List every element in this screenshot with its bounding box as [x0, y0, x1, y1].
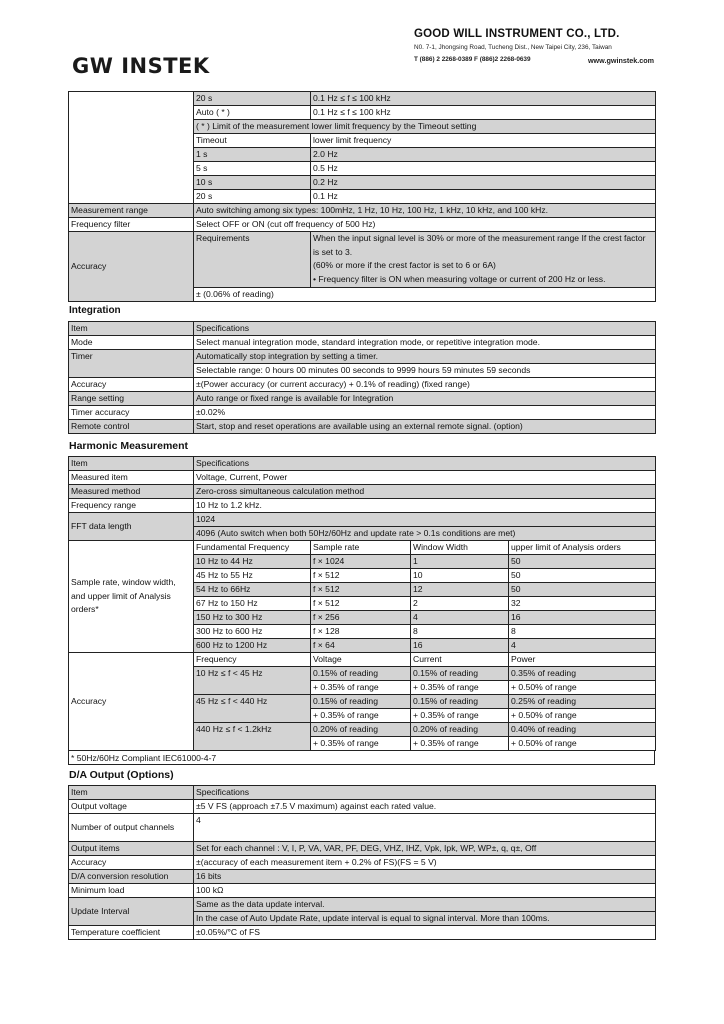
footnote: * 50Hz/60Hz Compliant IEC61000-4-7 [68, 751, 655, 765]
table-row [69, 378, 656, 392]
table-row [69, 541, 656, 555]
data-cell: f × 512 [311, 597, 411, 611]
table-row [69, 392, 656, 406]
table-row [69, 856, 656, 870]
spec-cell: Select manual integration mode, standard integration mode, or repetitive integration mode. [194, 336, 656, 350]
spec-cell: ±0.02% [194, 406, 656, 420]
spec-cell: ±(accuracy of each measurement item + 0.2% of FS)(FS = 5 V) [194, 856, 656, 870]
item-cell: Timer accuracy [69, 406, 194, 420]
company-website: www.gwinstek.com [587, 56, 654, 65]
requirements-text: When the input signal level is 30% or more of the measurement range If the crest factor is set to 3. (60% or more if the crest factor is set to 6 or 6A) • Frequency filter is ON when measuring voltage or current of 200 Hz or less. [311, 232, 656, 288]
spec-cell: Set for each channel : V, I, P, VA, VAR, PF, DEG, VHZ, IHZ, Vpk, Ipk, WP, WP±, q, q±, Off [194, 842, 656, 856]
item-cell: Output items [69, 842, 194, 856]
table-row [69, 420, 656, 434]
timeout-cell: 1 s [194, 148, 311, 162]
data-cell: 0.40% of reading [509, 723, 656, 737]
table-row [69, 800, 656, 814]
data-cell: 12 [411, 583, 509, 597]
column-header: Item [69, 322, 194, 336]
item-cell: Accuracy [69, 232, 194, 302]
lower-limit-cell: 0.1 Hz [311, 190, 656, 204]
requirements-label: Requirements [194, 232, 311, 288]
item-cell: Accuracy [69, 378, 194, 392]
timeout-cell: 20 s [194, 190, 311, 204]
sub-header: Fundamental Frequency [194, 541, 311, 555]
data-cell: 150 Hz to 300 Hz [194, 611, 311, 625]
data-cell: 10 Hz to 44 Hz [194, 555, 311, 569]
data-cell: f × 512 [311, 569, 411, 583]
column-header: Specifications [194, 457, 656, 471]
table-row [69, 232, 656, 288]
data-cell: 0.35% of reading [509, 667, 656, 681]
item-cell: Update Interval [69, 898, 194, 926]
spec-cell: 4 [194, 814, 656, 842]
lower-limit-cell: 0.2 Hz [311, 176, 656, 190]
freq-range-cell: 0.1 Hz ≤ f ≤ 100 kHz [311, 92, 656, 106]
table-row [69, 870, 656, 884]
item-cell: Sample rate, window width, and upper limit of Analysis orders* [69, 541, 194, 653]
table-header-row [69, 786, 656, 800]
data-cell: + 0.35% of range [411, 681, 509, 695]
table-row [69, 499, 656, 513]
column-header: Item [69, 786, 194, 800]
section-title: Harmonic Measurement [69, 440, 189, 452]
item-cell: Measurement range [69, 204, 194, 218]
item-cell: Measured method [69, 485, 194, 499]
company-address: N0. 7-1, Jhongsing Road, Tucheng Dist., New Taipei City, 236, Taiwan [414, 44, 612, 51]
data-cell: 50 [509, 569, 656, 583]
data-cell: + 0.35% of range [311, 737, 411, 751]
data-cell: 0.20% of reading [311, 723, 411, 737]
freq-band-cell: 10 Hz ≤ f < 45 Hz [194, 667, 311, 695]
table-row [69, 406, 656, 420]
data-cell: + 0.35% of range [311, 709, 411, 723]
spec-cell: ±0.05%/°C of FS [194, 926, 656, 940]
data-cell: 4 [411, 611, 509, 625]
data-cell: 8 [411, 625, 509, 639]
item-cell: Measured item [69, 471, 194, 485]
frequency-spec-table [68, 91, 656, 302]
company-contact [414, 56, 654, 65]
lower-limit-cell: 0.5 Hz [311, 162, 656, 176]
data-cell: 54 Hz to 66Hz [194, 583, 311, 597]
sub-header: Sample rate [311, 541, 411, 555]
data-cell: + 0.35% of range [411, 737, 509, 751]
lower-limit-cell: 2.0 Hz [311, 148, 656, 162]
gwinstek-logo: GW INSTEK [72, 54, 210, 78]
data-cell: 0.25% of reading [509, 695, 656, 709]
table-row [69, 653, 656, 667]
sub-header: Voltage [311, 653, 411, 667]
item-cell: Accuracy [69, 856, 194, 870]
data-cell: 4 [509, 639, 656, 653]
timeout-cell: 10 s [194, 176, 311, 190]
spec-cell: 4096 (Auto switch when both 50Hz/60Hz and update rate > 0.1s conditions are met) [194, 527, 656, 541]
sub-header: Power [509, 653, 656, 667]
data-cell: 50 [509, 583, 656, 597]
data-cell: f × 64 [311, 639, 411, 653]
data-cell: f × 128 [311, 625, 411, 639]
item-cell: Timer [69, 350, 194, 378]
item-cell: Accuracy [69, 653, 194, 751]
table-row [69, 842, 656, 856]
spec-cell: Same as the data update interval. [194, 898, 656, 912]
table-row [69, 485, 656, 499]
spec-cell: Automatically stop integration by setting a timer. [194, 350, 656, 364]
table-row [69, 884, 656, 898]
spec-cell: 100 kΩ [194, 884, 656, 898]
table-row [69, 513, 656, 527]
data-cell: f × 256 [311, 611, 411, 625]
spec-cell: In the case of Auto Update Rate, update interval is equal to signal interval. More than 100ms. [194, 912, 656, 926]
data-cell: 0.15% of reading [411, 667, 509, 681]
data-cell: 0.20% of reading [411, 723, 509, 737]
data-cell: 1 [411, 555, 509, 569]
sub-header: Window Width [411, 541, 509, 555]
table-row [69, 926, 656, 940]
sub-header: Frequency [194, 653, 311, 667]
frequency-spec-continued [68, 91, 655, 302]
data-cell: 8 [509, 625, 656, 639]
item-cell: FFT data length [69, 513, 194, 541]
data-cell: 10 [411, 569, 509, 583]
timeout-cell: 20 s [194, 92, 311, 106]
timeout-note: ( * ) Limit of the measurement lower limit frequency by the Timeout setting [194, 120, 656, 134]
spec-cell: ± (0.06% of reading) [194, 287, 656, 301]
spec-cell: Zero-cross simultaneous calculation method [194, 485, 656, 499]
sub-header-timeout: Timeout [194, 134, 311, 148]
da-output-table [68, 785, 656, 940]
sub-header: Current [411, 653, 509, 667]
data-cell: 600 Hz to 1200 Hz [194, 639, 311, 653]
item-cell: Range setting [69, 392, 194, 406]
data-cell: + 0.50% of range [509, 709, 656, 723]
item-cell: Temperature coefficient [69, 926, 194, 940]
data-cell: + 0.50% of range [509, 681, 656, 695]
sub-header-lower-limit: lower limit frequency [311, 134, 656, 148]
spec-cell: Auto range or fixed range is available for Integration [194, 392, 656, 406]
table-row [69, 336, 656, 350]
sub-header: upper limit of Analysis orders [509, 541, 656, 555]
data-cell: 45 Hz to 55 Hz [194, 569, 311, 583]
column-header: Item [69, 457, 194, 471]
item-cell: Frequency range [69, 499, 194, 513]
data-cell: f × 1024 [311, 555, 411, 569]
table-row [69, 350, 656, 364]
harmonic-section [68, 436, 655, 765]
data-cell: 16 [411, 639, 509, 653]
integration-table [68, 321, 656, 434]
spec-cell: 16 bits [194, 870, 656, 884]
spec-cell: ±5 V FS (approach ±7.5 V maximum) against each rated value. [194, 800, 656, 814]
section-title: Integration [69, 305, 121, 316]
item-cell: Minimum load [69, 884, 194, 898]
column-header: Specifications [194, 322, 656, 336]
table-row [69, 814, 656, 842]
table-row [69, 218, 656, 232]
data-cell: 67 Hz to 150 Hz [194, 597, 311, 611]
timeout-cell: 5 s [194, 162, 311, 176]
spec-cell: ±(Power accuracy (or current accuracy) + 0.1% of reading) (fixed range) [194, 378, 656, 392]
company-info [414, 28, 654, 65]
spec-cell: 10 Hz to 1.2 kHz. [194, 499, 656, 513]
da-output-section [68, 765, 655, 940]
table-row [69, 471, 656, 485]
data-cell: + 0.35% of range [311, 681, 411, 695]
data-cell: 32 [509, 597, 656, 611]
table-row [69, 898, 656, 912]
spec-cell: Voltage, Current, Power [194, 471, 656, 485]
spec-cell: Select OFF or ON (cut off frequency of 500 Hz) [194, 218, 656, 232]
freq-range-cell: 0.1 Hz ≤ f ≤ 100 kHz [311, 106, 656, 120]
spec-cell: Selectable range: 0 hours 00 minutes 00 seconds to 9999 hours 59 minutes 59 seconds [194, 364, 656, 378]
item-cell [69, 92, 194, 204]
data-cell: 0.15% of reading [411, 695, 509, 709]
freq-band-cell: 45 Hz ≤ f < 440 Hz [194, 695, 311, 723]
table-header-row [69, 457, 656, 471]
data-cell: + 0.35% of range [411, 709, 509, 723]
item-cell: Mode [69, 336, 194, 350]
spec-cell: Start, stop and reset operations are available using an external remote signal. (option) [194, 420, 656, 434]
item-cell: Remote control [69, 420, 194, 434]
table-header-row [69, 322, 656, 336]
harmonic-table [68, 456, 656, 751]
data-cell: + 0.50% of range [509, 737, 656, 751]
spec-cell: 1024 [194, 513, 656, 527]
item-cell: D/A conversion resolution [69, 870, 194, 884]
data-cell: 2 [411, 597, 509, 611]
integration-section [68, 301, 655, 434]
data-cell: 0.15% of reading [311, 695, 411, 709]
table-row [69, 92, 656, 106]
data-cell: 0.15% of reading [311, 667, 411, 681]
company-phone: T (886) 2 2268-0389 F (886)2 2268-0639 [414, 56, 531, 63]
table-row [69, 204, 656, 218]
spec-cell: Auto switching among six types: 100mHz, 1 Hz, 10 Hz, 100 Hz, 1 kHz, 10 kHz, and 100 kHz. [194, 204, 656, 218]
item-cell: Frequency filter [69, 218, 194, 232]
data-cell: 16 [509, 611, 656, 625]
freq-band-cell: 440 Hz ≤ f < 1.2kHz [194, 723, 311, 751]
data-cell: f × 512 [311, 583, 411, 597]
item-cell: Output voltage [69, 800, 194, 814]
section-title: D/A Output (Options) [69, 769, 174, 781]
data-cell: 50 [509, 555, 656, 569]
column-header: Specifications [194, 786, 656, 800]
company-name: GOOD WILL INSTRUMENT CO., LTD. [414, 28, 620, 40]
timeout-cell: Auto ( * ) [194, 106, 311, 120]
item-cell: Number of output channels [69, 814, 194, 842]
data-cell: 300 Hz to 600 Hz [194, 625, 311, 639]
